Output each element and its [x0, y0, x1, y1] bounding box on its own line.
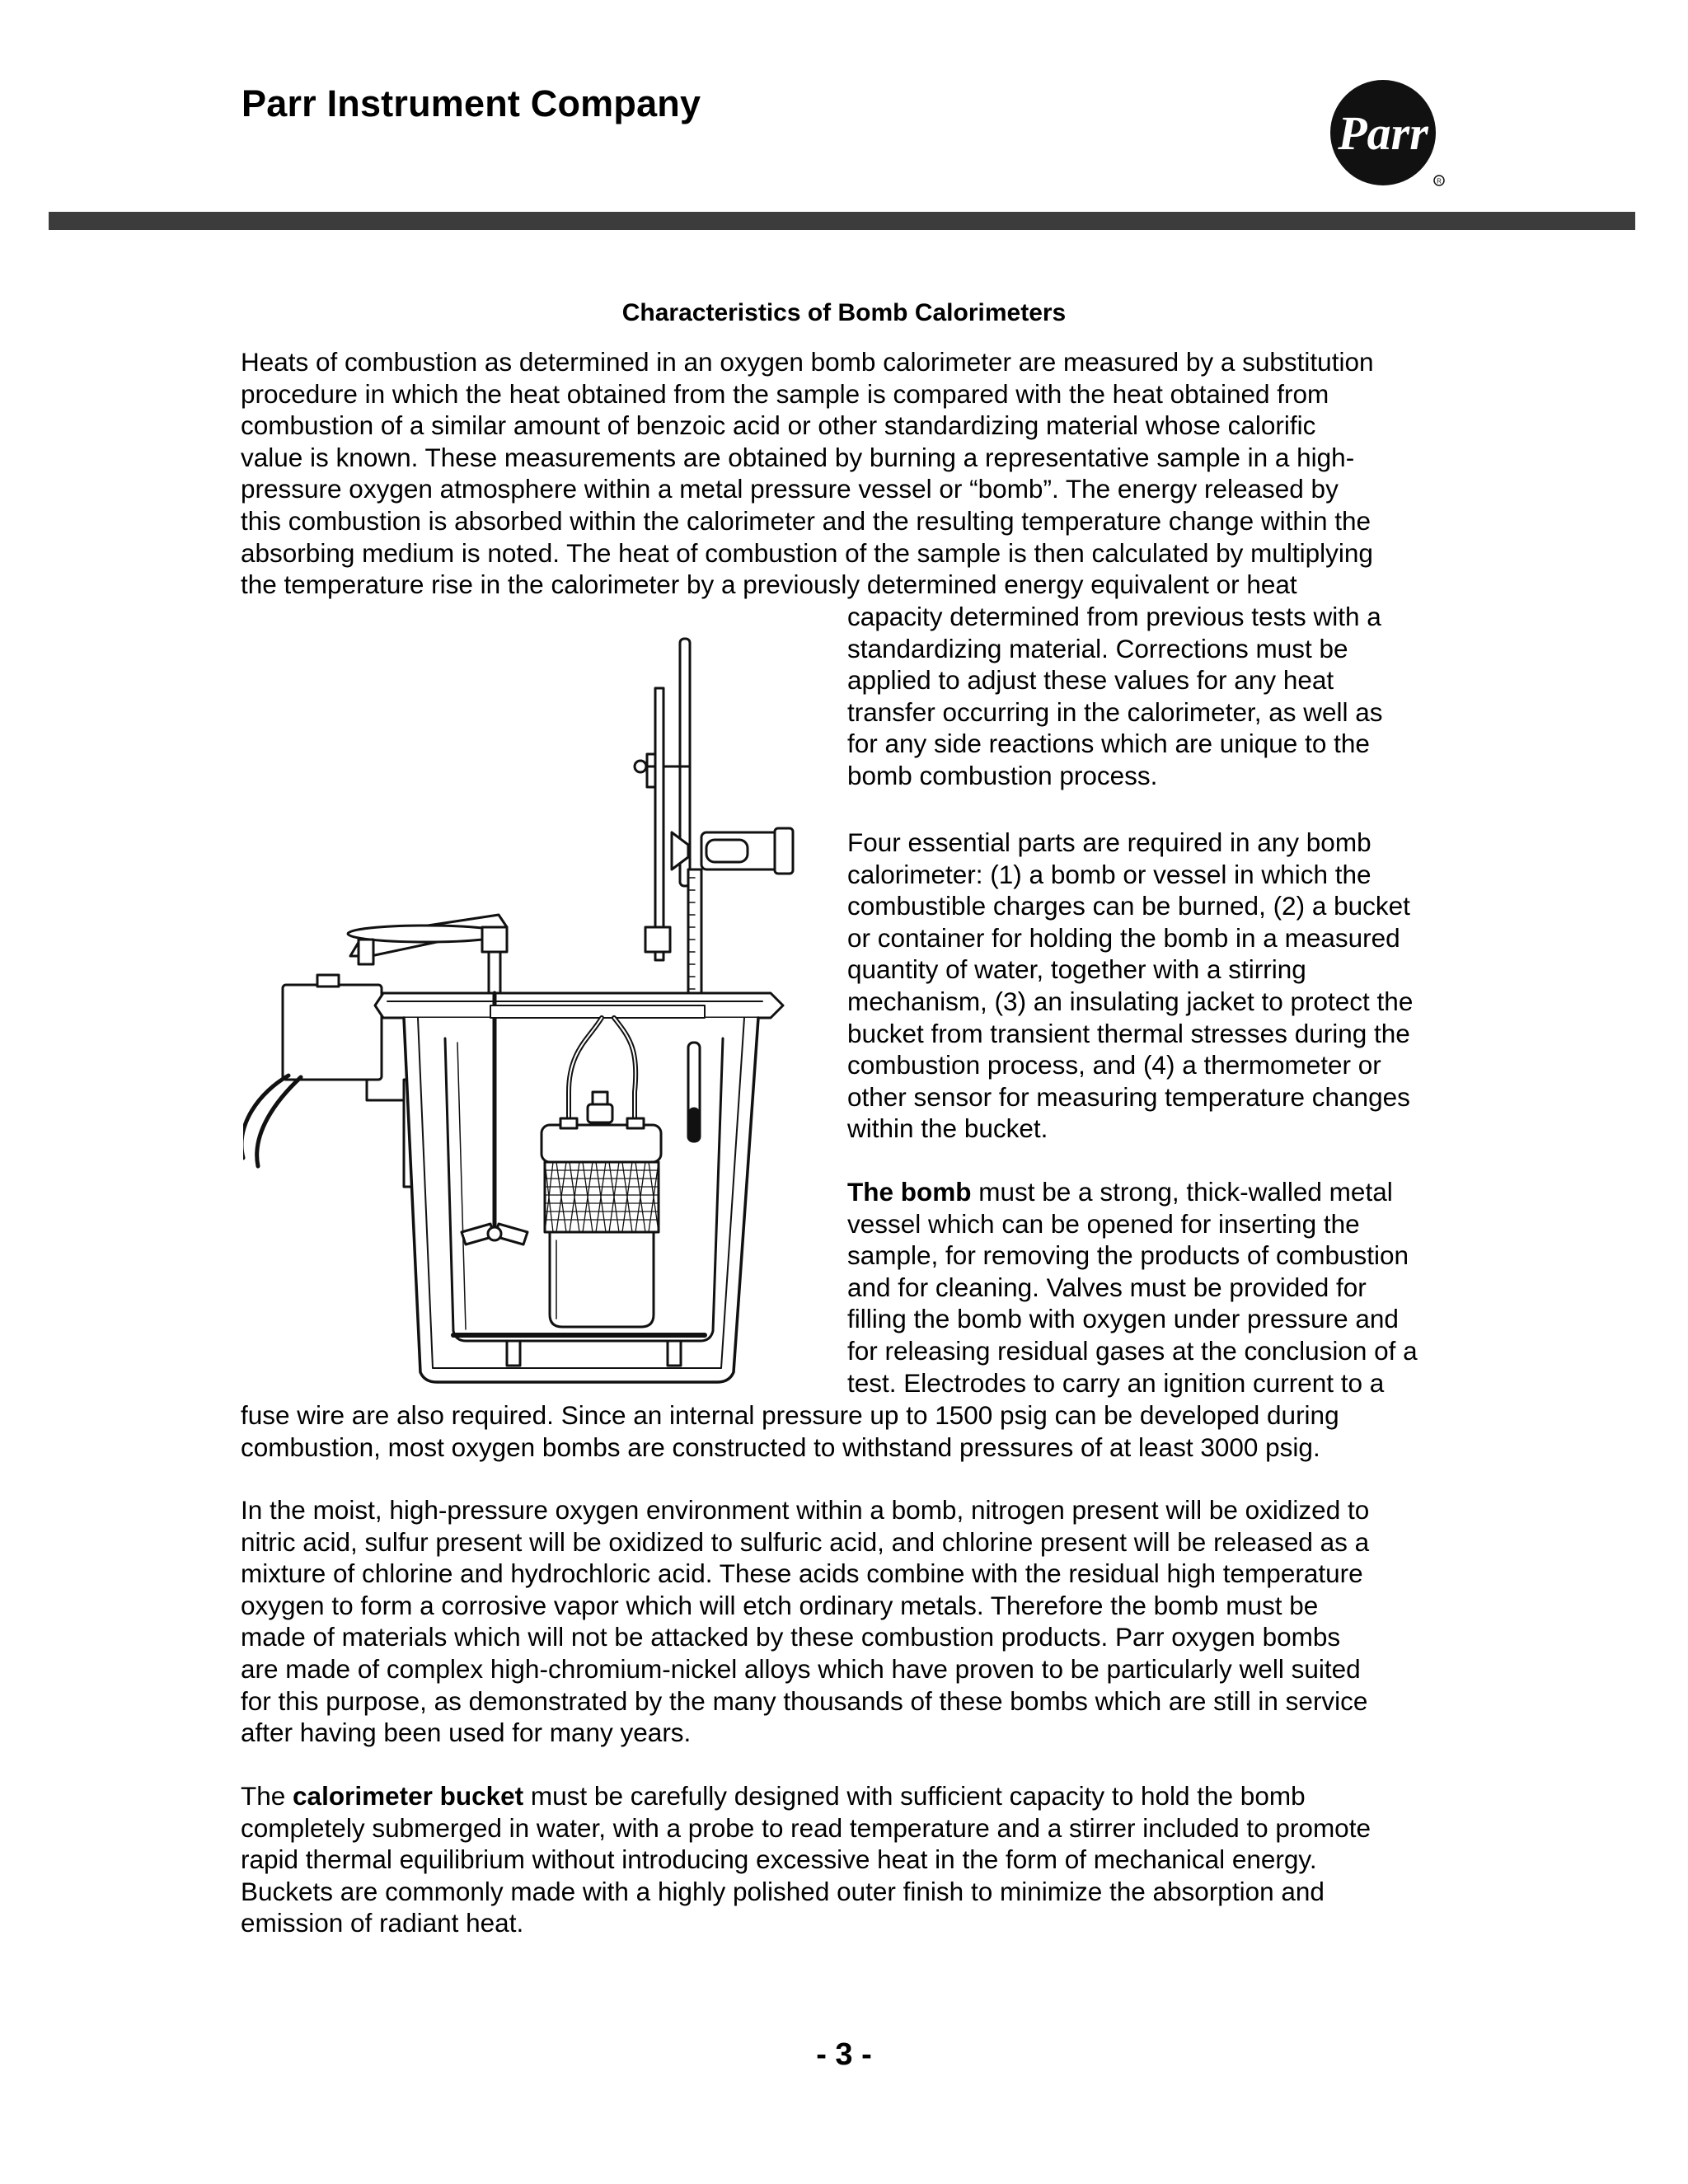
text-line: standardizing material. Corrections must be — [847, 633, 1348, 663]
text-line: The bomb must be a strong, thick-walled metal — [847, 1177, 1393, 1207]
text-line: test. Electrodes to carry an ignition current to a — [847, 1367, 1385, 1398]
section-title: Characteristics of Bomb Calorimeters — [621, 299, 1067, 326]
paragraph-calorimeter-bucket — [241, 1780, 1371, 1939]
text-line: made of materials which will not be attacked by these combustion products. Parr oxygen bombs — [241, 1622, 1341, 1652]
paragraph-the-bomb — [847, 1176, 1418, 1399]
text-line: fuse wire are also required. Since an internal pressure up to 1500 psig can be developed during — [241, 1400, 1339, 1430]
text-line: Buckets are commonly made with a highly polished outer finish to minimize the absorption and — [241, 1876, 1325, 1906]
text-line: procedure in which the heat obtained from the sample is compared with the heat obtained from — [241, 378, 1329, 409]
text-line: rapid thermal equilibrium without introducing excessive heat in the form of mechanical energy. — [241, 1844, 1317, 1875]
text-line: mixture of chlorine and hydrochloric acid. These acids combine with the residual high temperature — [241, 1558, 1363, 1589]
text-line: emission of radiant heat. — [241, 1908, 524, 1938]
text-line: after having been used for many years. — [241, 1718, 692, 1748]
parr-logo — [1329, 78, 1451, 190]
bold-term: The bomb — [847, 1177, 972, 1207]
text-line: bomb combustion process. — [847, 760, 1158, 790]
text-line: combustible charges can be burned, (2) a bucket — [847, 891, 1410, 921]
paragraph-intro — [241, 346, 1373, 601]
text-line: filling the bomb with oxygen under pressure and — [847, 1304, 1399, 1334]
text-line: combustion process, and (4) a thermometer or — [847, 1050, 1381, 1080]
text-line: Four essential parts are required in any bomb — [847, 827, 1372, 857]
text-line: the temperature rise in the calorimeter by a previously determined energy equivalent or heat — [241, 569, 1297, 600]
text-line: bucket from transient thermal stresses during the — [847, 1018, 1410, 1048]
text-line: applied to adjust these values for any heat — [847, 665, 1334, 696]
paragraph-four-parts — [847, 827, 1413, 1145]
text-line: within the bucket. — [847, 1113, 1048, 1144]
text-line: value is known. These measurements are obtained by burning a representative sample in a high- — [241, 442, 1355, 472]
bold-term: calorimeter bucket — [293, 1781, 524, 1811]
text-line: and for cleaning. Valves must be provided for — [847, 1272, 1367, 1302]
header-rule — [49, 212, 1635, 230]
text-line: quantity of water, together with a stirring — [847, 954, 1306, 985]
text-line: for this purpose, as demonstrated by the many thousands of these bombs which are still in service — [241, 1685, 1368, 1716]
text-line: are made of complex high-chromium-nickel alloys which have proven to be particularly well suited — [241, 1653, 1361, 1684]
text-line: completely submerged in water, with a probe to read temperature and a stirrer included to promote — [241, 1812, 1371, 1843]
text-line: this combustion is absorbed within the calorimeter and the resulting temperature change within the — [241, 505, 1372, 536]
company-name: Parr Instrument Company — [241, 82, 701, 124]
page-number: - 3 - — [816, 2037, 872, 2072]
text-line: The calorimeter bucket must be carefully designed with sufficient capacity to hold the bomb — [241, 1781, 1306, 1811]
text-line: mechanism, (3) an insulating jacket to protect the — [847, 986, 1414, 1016]
text-line: capacity determined from previous tests with a — [847, 602, 1381, 631]
calorimeter-illustration — [243, 630, 812, 1393]
paragraph-intro-continued — [847, 601, 1383, 792]
text-line: sample, for removing the products of combustion — [847, 1240, 1409, 1271]
text-line: for releasing residual gases at the conclusion of a — [847, 1335, 1418, 1366]
text-line: vessel which can be opened for inserting the — [847, 1208, 1360, 1239]
text-line: for any side reactions which are unique to the — [847, 729, 1370, 759]
text-line: or container for holding the bomb in a measured — [847, 922, 1400, 953]
text-line: nitric acid, sulfur present will be oxidized to sulfuric acid, and chlorine present will be released as a — [241, 1526, 1370, 1557]
paragraph-the-bomb-continued — [241, 1399, 1339, 1463]
text-line: combustion of a similar amount of benzoic acid or other standardizing material whose calorific — [241, 410, 1316, 441]
svg-text:Parr: Parr — [1338, 106, 1428, 160]
svg-text:R: R — [1437, 177, 1442, 185]
text-line: pressure oxygen atmosphere within a metal pressure vessel or “bomb”. The energy released by — [241, 474, 1339, 504]
text-line: absorbing medium is noted. The heat of combustion of the sample is then calculated by multiplying — [241, 537, 1373, 568]
text-line: other sensor for measuring temperature changes — [847, 1081, 1410, 1112]
paragraph-corrosion — [241, 1494, 1369, 1749]
text-line: Heats of combustion as determined in an oxygen bomb calorimeter are measured by a substitution — [241, 347, 1374, 377]
text-line: oxygen to form a corrosive vapor which will etch ordinary metals. Therefore the bomb must be — [241, 1590, 1319, 1620]
text-line: In the moist, high-pressure oxygen environment within a bomb, nitrogen present will be oxidized to — [241, 1495, 1370, 1525]
text-line: combustion, most oxygen bombs are constructed to withstand pressures of at least 3000 psig. — [241, 1432, 1320, 1462]
text-line: transfer occurring in the calorimeter, as well as — [847, 696, 1383, 727]
text-line: calorimeter: (1) a bomb or vessel in which the — [847, 859, 1372, 889]
